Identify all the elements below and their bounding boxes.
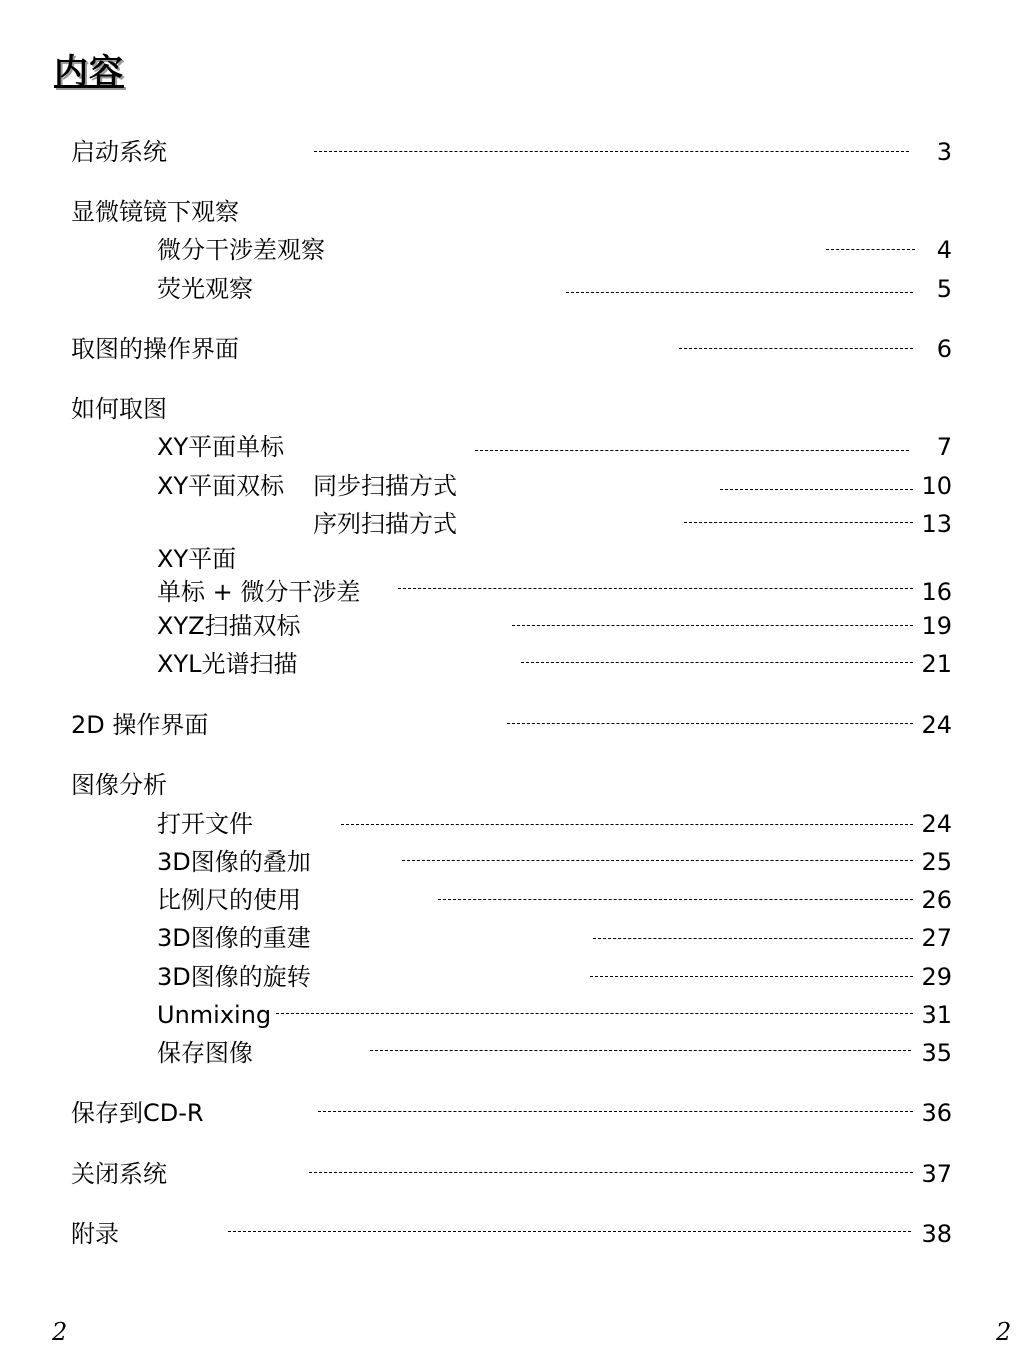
dot-leader	[507, 723, 913, 724]
toc-page-fluorescence: 5	[936, 275, 952, 303]
toc-page-unmixing: 31	[921, 1001, 952, 1029]
toc-entry-xyl-spectral[interactable]: XYL光谱扫描	[157, 650, 298, 678]
dot-leader	[593, 938, 913, 939]
toc-page-startup: 3	[936, 138, 952, 166]
toc-entry-scale-bar[interactable]: 比例尺的使用	[157, 886, 301, 914]
toc-page-xyl-spectral: 21	[921, 650, 952, 678]
toc-entry-3d-rebuild[interactable]: 3D图像的重建	[157, 924, 311, 952]
footer-page-number-left: 2	[52, 1318, 68, 1346]
toc-page-dic: 4	[936, 236, 952, 264]
dot-leader	[590, 976, 913, 977]
page-title: 内容	[54, 52, 124, 92]
toc-entry-startup[interactable]: 启动系统	[71, 138, 167, 166]
dot-leader	[318, 1111, 913, 1112]
toc-page-xy-dual-sync: 10	[921, 472, 952, 500]
toc-page-acquisition-ui: 6	[936, 335, 952, 363]
dot-leader	[438, 899, 913, 900]
toc-heading-how-to-acquire[interactable]: 如何取图	[71, 395, 167, 423]
toc-page-single-dic: 16	[921, 578, 952, 606]
dot-leader	[679, 348, 913, 349]
dot-leader	[341, 824, 913, 825]
toc-page-3d-overlay: 25	[921, 848, 952, 876]
toc-page-open-file: 24	[921, 810, 952, 838]
toc-page-shutdown: 37	[921, 1160, 952, 1188]
toc-page-xyz-dual: 19	[921, 612, 952, 640]
toc-entry-2d-ui[interactable]: 2D 操作界面	[71, 711, 209, 739]
toc-entry-xy-single[interactable]: XY平面单标	[157, 433, 285, 461]
dot-leader	[402, 860, 913, 861]
toc-entry-dic[interactable]: 微分干涉差观察	[157, 236, 325, 264]
toc-entry-xy-dual-sequential[interactable]: 序列扫描方式	[313, 510, 457, 538]
toc-entry-save-cd[interactable]: 保存到CD-R	[71, 1099, 204, 1127]
toc-page-appendix: 38	[921, 1220, 952, 1248]
dot-leader	[398, 588, 913, 589]
footer-page-number-right: 2	[996, 1318, 1012, 1346]
toc-entry-single-dic[interactable]: 单标 + 微分干涉差	[157, 578, 361, 606]
toc-page-3d-rebuild: 27	[921, 924, 952, 952]
toc-entry-acquisition-ui[interactable]: 取图的操作界面	[71, 335, 239, 363]
toc-entry-open-file[interactable]: 打开文件	[157, 810, 253, 838]
toc-heading-image-analysis[interactable]: 图像分析	[71, 771, 167, 799]
dot-leader	[720, 489, 913, 490]
dot-leader	[826, 249, 915, 250]
dot-leader	[566, 292, 913, 293]
toc-entry-shutdown[interactable]: 关闭系统	[71, 1160, 167, 1188]
dot-leader	[314, 151, 909, 152]
toc-page-scale-bar: 26	[921, 886, 952, 914]
toc-entry-xyz-dual[interactable]: XYZ扫描双标	[157, 612, 301, 640]
toc-heading-xy-plane[interactable]: XY平面	[157, 545, 237, 573]
toc-entry-3d-overlay[interactable]: 3D图像的叠加	[157, 848, 311, 876]
dot-leader	[228, 1231, 911, 1232]
toc-page-3d-rotate: 29	[921, 963, 952, 991]
toc-page-xy-single: 7	[936, 433, 952, 461]
toc-page-save-image: 35	[921, 1039, 952, 1067]
dot-leader	[475, 450, 909, 451]
toc-entry-xy-dual-sync[interactable]: 同步扫描方式	[313, 472, 457, 500]
toc-entry-save-image[interactable]: 保存图像	[157, 1039, 253, 1067]
dot-leader	[512, 625, 913, 626]
toc-entry-unmixing[interactable]: Unmixing	[157, 1001, 272, 1029]
toc-entry-appendix[interactable]: 附录	[71, 1220, 119, 1248]
toc-page-xy-dual-sequential: 13	[921, 510, 952, 538]
dot-leader	[684, 522, 913, 523]
dot-leader	[370, 1050, 911, 1051]
toc-heading-microscope[interactable]: 显微镜镜下观察	[71, 198, 239, 226]
toc-page-2d-ui: 24	[921, 711, 952, 739]
dot-leader	[521, 662, 913, 663]
toc-entry-3d-rotate[interactable]: 3D图像的旋转	[157, 963, 311, 991]
toc-entry-fluorescence[interactable]: 荧光观察	[157, 275, 253, 303]
toc-entry-xy-dual[interactable]: XY平面双标	[157, 472, 285, 500]
dot-leader	[276, 1013, 913, 1014]
toc-page-save-cd: 36	[921, 1099, 952, 1127]
dot-leader	[309, 1172, 913, 1173]
